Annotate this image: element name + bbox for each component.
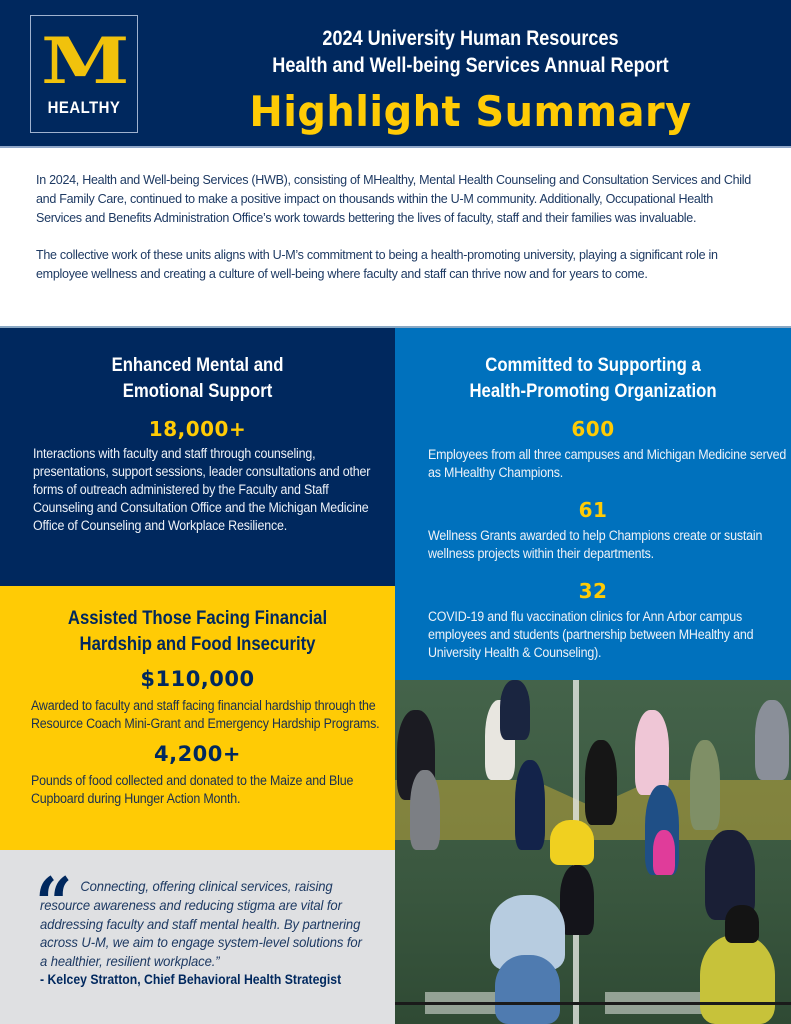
participant: [725, 905, 759, 943]
block-m-icon: M: [40, 24, 128, 99]
stat-description: Wellness Grants awarded to help Champions create or sustain wellness projects within their departments.: [428, 528, 763, 561]
stat-description: Pounds of food collected and donated to the Maize and Blue Cupboard during Hunger Action Month.: [31, 773, 354, 806]
intro-paragraph-2: The collective work of these units aligns with U-M’s commitment to being a health-promoting university, playing a significant role in employee wellness and creating a culture of well-being where faculty and staff can thrive now and for years to come.: [36, 247, 718, 281]
participant: [410, 770, 440, 850]
report-title-line2: Health and Well-being Services Annual Report: [272, 54, 669, 77]
stat-value: 600: [571, 417, 615, 441]
intro-paragraph-1: In 2024, Health and Well-being Services (HWB), consisting of MHealthy, Mental Health Counseling and Consultation Services and Child and Family Care, continued to make a positive impact on thousands within the U-M community. Additionally, Occupational Health Services and Benefits Administration Office’s work towards bettering the lives of faculty, staff and their families was invaluable.: [36, 172, 751, 225]
section-heading: [24, 606, 372, 658]
participant: [635, 710, 669, 795]
participant: [690, 740, 720, 830]
participant: [550, 820, 594, 865]
heading-line-2: Health-Promoting Organization: [469, 381, 717, 402]
heading-line-2: Hardship and Food Insecurity: [79, 634, 316, 655]
mental-support-section: [0, 328, 395, 586]
participant: [585, 740, 617, 825]
stat-description: Interactions with faculty and staff through counseling, presentations, support sessions, leader consultations and other forms of outreach administered by the Faculty and Staff Counseling and Consultation Office and the Michigan Medicine Office of Counseling and Workplace Resilience.: [33, 446, 371, 533]
instructor: [495, 955, 560, 1024]
quote-attribution: - Kelcey Stratton, Chief Behavioral Health Strategist: [40, 972, 342, 987]
page-title: Highlight Summary: [249, 87, 692, 136]
financial-hardship-section: [0, 586, 395, 850]
stat-value: $110,000: [140, 667, 255, 691]
quote-section: [0, 850, 395, 1024]
stat-value: 4,200+: [153, 742, 242, 766]
report-title-line1: 2024 University Human Resources: [322, 27, 619, 50]
heading-line-2: Emotional Support: [122, 381, 273, 402]
stat-description: COVID-19 and flu vaccination clinics for Ann Arbor campus employees and students (partnership between MHealthy and University Health & Counseling).: [428, 609, 754, 660]
intro-section: [0, 150, 791, 328]
heading-line-1: Assisted Those Facing Financial: [67, 608, 328, 629]
health-promoting-section: [395, 328, 791, 680]
stat-value: 18,000+: [148, 417, 247, 441]
heading-line-1: Enhanced Mental and: [111, 355, 284, 376]
stat-description: Employees from all three campuses and Michigan Medicine served as MHealthy Champions.: [428, 447, 787, 480]
participant: [515, 760, 545, 850]
mhealthy-logo: [30, 15, 138, 133]
railing: [395, 1002, 791, 1005]
section-heading: [24, 353, 372, 405]
section-heading: [419, 353, 767, 405]
participant: [700, 935, 775, 1024]
participant: [560, 865, 594, 935]
participant: [500, 680, 530, 740]
stat-value: 61: [578, 498, 608, 522]
quote-mark-icon: “: [35, 861, 73, 946]
participant: [755, 700, 789, 780]
heading-line-1: Committed to Supporting a: [485, 355, 701, 376]
fitness-class-photo: [395, 680, 791, 1024]
logo-label: HEALTHY: [47, 98, 121, 117]
quote-text: Connecting, offering clinical services, raising resource awareness and reducing stigma are vital for addressing faculty and staff mental health. By partnering across U-M, we aim to engage system-level solutions for a healthier, resilient workplace.”: [40, 879, 362, 970]
stat-value: 32: [578, 579, 608, 603]
report-header: [0, 0, 791, 148]
participant: [653, 830, 675, 875]
stat-description: Awarded to faculty and staff facing financial hardship through the Resource Coach Mini-Grant and Emergency Hardship Programs.: [31, 698, 380, 731]
